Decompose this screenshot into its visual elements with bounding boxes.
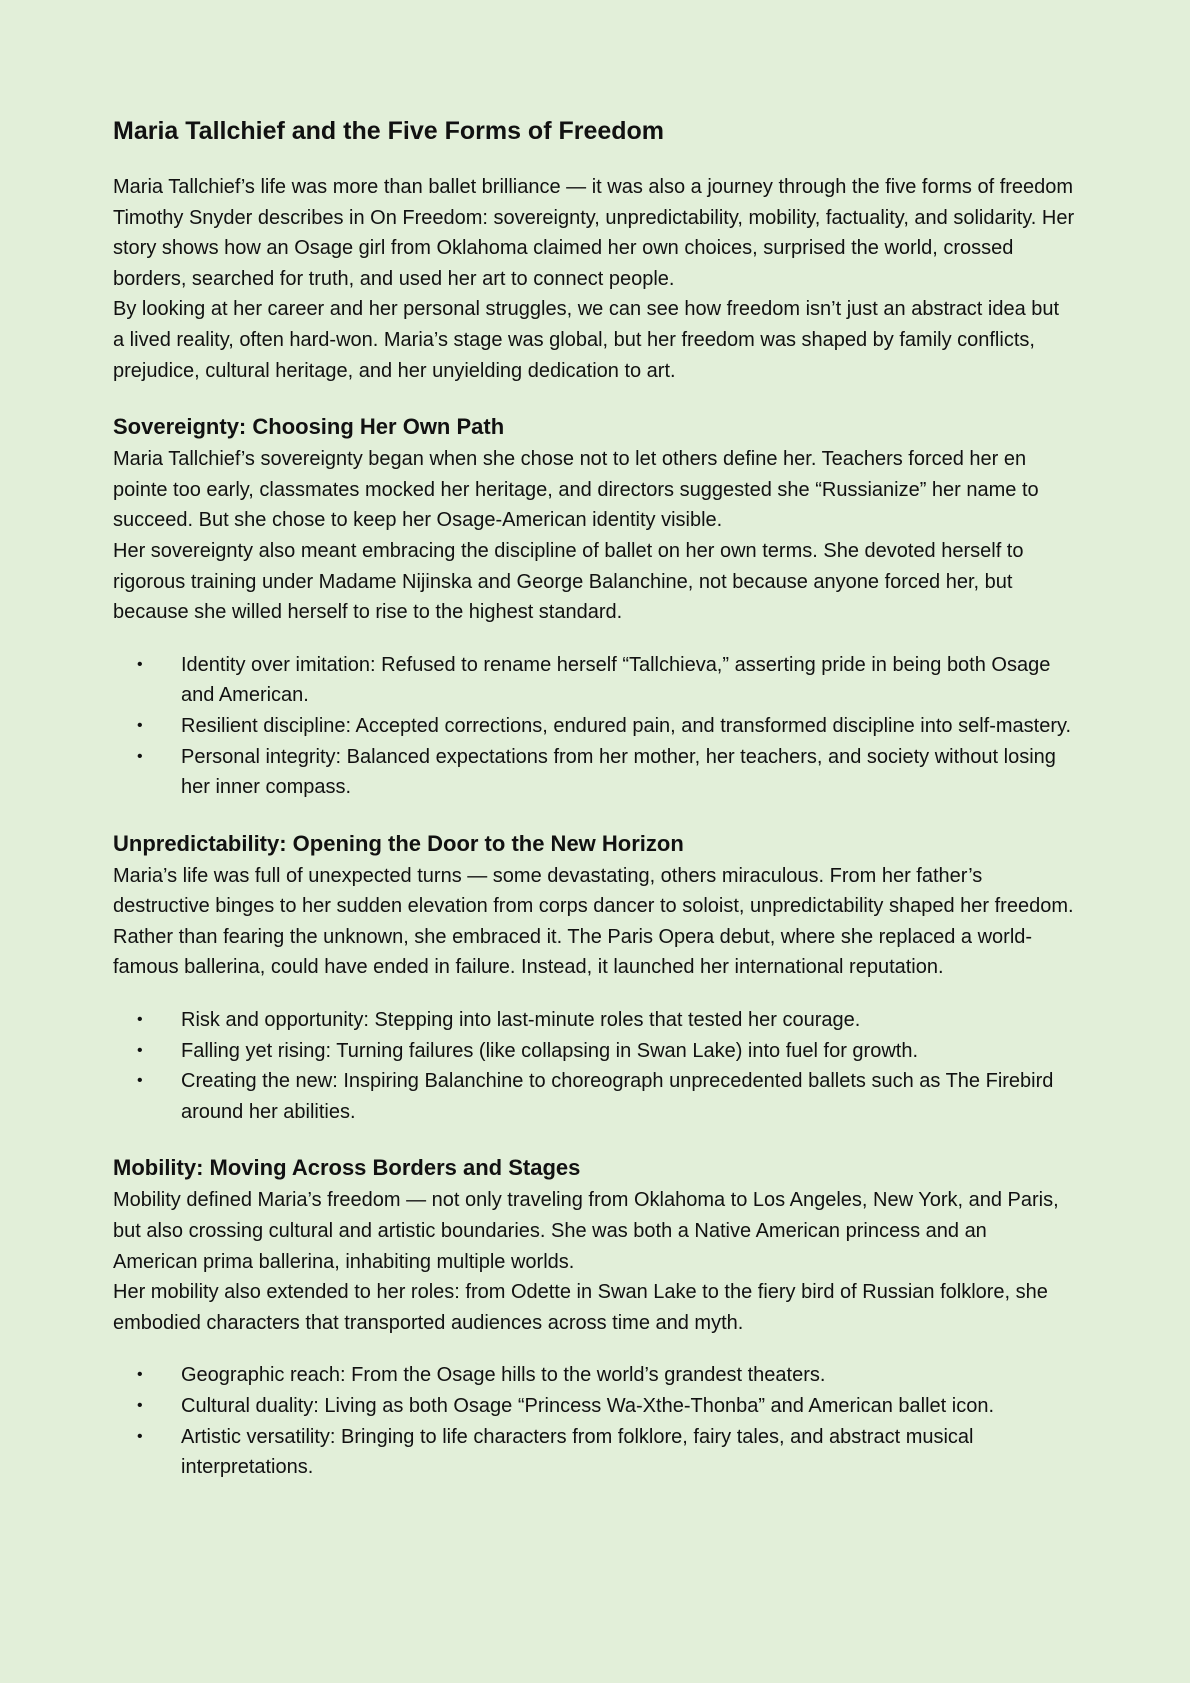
section-paragraph: Maria Tallchief’s sovereignty began when she chose not to let others define her. Teachers forced her en pointe too early, classmates mocked her heritage, and directors suggested she “Russianize” her name to succeed. But she chose to keep her Osage-American identity visible.	[113, 448, 1039, 532]
intro	[113, 172, 1075, 386]
list-item-text: Geographic reach: From the Osage hills to the world’s grandest theaters.	[181, 1364, 826, 1387]
section-paragraph: Her mobility also extended to her roles: from Odette in Swan Lake to the fiery bird of Russian folklore, she embodied characters that transported audiences across time and myth.	[113, 1281, 1048, 1334]
section-paragraph: Maria’s life was full of unexpected turns — some devastating, others miraculous. From her father’s destructive binges to her sudden elevation from corps dancer to soloist, unpredictability shaped her freedom.	[113, 864, 1074, 918]
bullet-icon: •	[137, 1011, 143, 1029]
bullet-list	[113, 1005, 1075, 1127]
section-sovereignty	[113, 412, 1075, 803]
bullet-list	[113, 650, 1075, 803]
list-item	[113, 1422, 1075, 1483]
list-item	[113, 1005, 1075, 1036]
section-unpredictability	[113, 829, 1075, 1128]
bullet-icon: •	[137, 1427, 143, 1445]
list-item-text: Risk and opportunity: Stepping into last-minute roles that tested her courage.	[181, 1009, 861, 1032]
document-title: Maria Tallchief and the Five Forms of Freedom	[113, 117, 665, 145]
list-item	[113, 1391, 1075, 1422]
list-item-text: Falling yet rising: Turning failures (like collapsing in Swan Lake) into fuel for growth.	[181, 1039, 919, 1062]
list-item-text: Resilient discipline: Accepted corrections, endured pain, and transformed discipline into self-mastery.	[181, 714, 1072, 737]
bullet-icon: •	[137, 1041, 143, 1059]
bullet-icon: •	[137, 747, 143, 765]
section-heading: Mobility: Moving Across Borders and Stages	[113, 1155, 581, 1181]
list-item	[113, 1066, 1075, 1127]
list-item	[113, 742, 1075, 803]
list-item-text: Identity over imitation: Refused to rename herself “Tallchieva,” asserting pride in being both Osage and American.	[181, 653, 1051, 707]
intro-paragraph: Maria Tallchief’s life was more than ballet brilliance — it was also a journey through the five forms of freedom Timothy Snyder describes in On Freedom: sovereignty, unpredictability, mobility, factuality, and solidarity. Her story shows how an Osage girl from Oklahoma claimed her own choices, surprised the world, crossed borders, searched for truth, and used her art to connect people.	[113, 176, 1075, 290]
bullet-icon: •	[137, 655, 143, 673]
list-item	[113, 1360, 1075, 1391]
list-item	[113, 650, 1075, 711]
list-item	[113, 1036, 1075, 1067]
section-paragraph: Rather than fearing the unknown, she embraced it. The Paris Opera debut, where she replaced a world-famous ballerina, could have ended in failure. Instead, it launched her international reputation.	[113, 925, 1033, 979]
section-paragraph: Mobility defined Maria’s freedom — not only traveling from Oklahoma to Los Angeles, New York, and Paris, but also crossing cultural and artistic boundaries. She was both a Native American princess and an American prima ballerina, inhabiting multiple worlds.	[113, 1189, 1059, 1273]
list-item-text: Creating the new: Inspiring Balanchine to choreograph unprecedented ballets such as The Firebird around her abilities.	[181, 1070, 1054, 1123]
list-item-text: Personal integrity: Balanced expectations from her mother, her teachers, and society without losing her inner compass.	[181, 745, 1056, 799]
intro-paragraph: By looking at her career and her personal struggles, we can see how freedom isn’t just an abstract idea but a lived reality, often hard-won. Maria’s stage was global, but her freedom was shaped by family conflicts, prejudice, cultural heritage, and her unyielding dedication to art.	[113, 298, 1060, 382]
bullet-icon: •	[137, 1072, 143, 1090]
section-paragraph: Her sovereignty also meant embracing the discipline of ballet on her own terms. She devoted herself to rigorous training under Madame Nijinska and George Balanchine, not because anyone forced her, but because she willed herself to rise to the highest standard.	[113, 539, 1024, 624]
section-mobility	[113, 1153, 1075, 1482]
bullet-icon: •	[137, 1397, 143, 1414]
bullet-list	[113, 1360, 1075, 1482]
list-item-text: Cultural duality: Living as both Osage “Princess Wa-Xthe-Thonba” and American ballet icon.	[181, 1395, 994, 1417]
section-heading: Sovereignty: Choosing Her Own Path	[113, 414, 505, 440]
list-item	[113, 711, 1075, 742]
list-item-text: Artistic versatility: Bringing to life characters from folklore, fairy tales, and abstract musical interpretations.	[181, 1425, 974, 1479]
bullet-icon: •	[137, 716, 143, 734]
bullet-icon: •	[137, 1366, 143, 1384]
section-heading: Unpredictability: Opening the Door to the New Horizon	[113, 830, 684, 856]
